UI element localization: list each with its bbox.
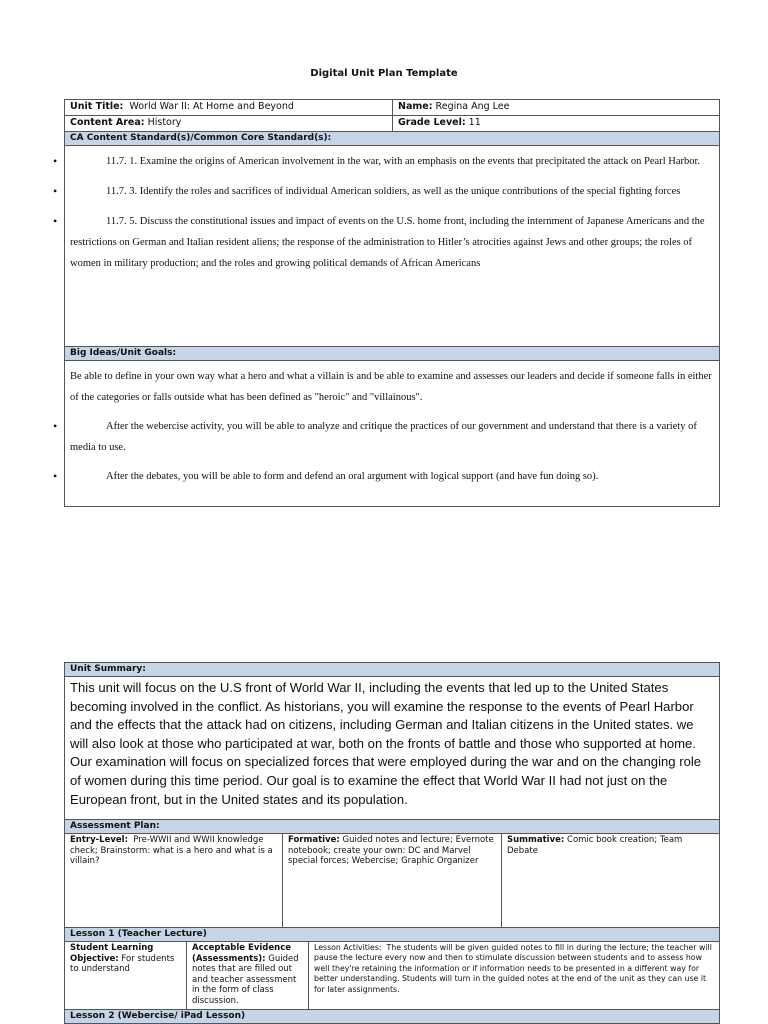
entry-level-cell: Entry-Level: Pre-WWII and WWII knowledge check; Brainstorm: what is a hero and what is a villain? [65,834,283,928]
standard-item: • 11.7. 1. Examine the origins of American involvement in the war, with an emphasis on the events that precipitated the attack on Pearl Harbor. [53,154,701,168]
name-value: Regina Ang Lee [435,101,510,112]
slo-text: For students to understand [70,953,175,974]
unit-summary-text: This unit will focus on the U.S front of World War II, including the events that led up to the United States becoming involved in the conflict. As historians, you will examine the response to the events of Pearl Harbor and the effects that the attack had on citizens, including German and Italian citizens in the United states. we will also look at those who participated at war, both on the fronts of battle and those who supported at home. Our examination will focus on specialized forces that were employed during the war and on the changing role of women during this time period. Our goal is to examine the effect that World War II had not just on the European front, but in the United states and its population. [65,677,720,820]
content-area-cell: Content Area: History [65,116,393,132]
assessment-heading: Assessment Plan: [65,820,720,834]
evidence-cell: Acceptable Evidence (Assessments): Guided notes that are filled out and teacher assessment in the form of class discussion. [187,942,309,1010]
standard-item: • 11.7. 5. Discuss the constitutional issues and impact of events on the U.S. home front, including the internment of Japanese Americans and the restrictions on German and Italian resident aliens; the response of the administration to Hitler’s atrocities against Jews and other groups; the roles of women in military production; and the roles and growing political demands of African Americans [53,214,705,269]
entry-level-text: Pre-WWII and WWII knowledge check; Brainstorm: what is a hero and what is a villain? [70,835,273,866]
grade-level-value: 11 [468,117,481,128]
summative-cell: Summative: Comic book creation; Team Debate [502,834,720,928]
slo-cell: Student Learning Objective: For students to understand [65,942,187,1010]
lesson1-heading: Lesson 1 (Teacher Lecture) [65,928,720,942]
activities-text: The students will be given guided notes to fill in during the lecture; the teacher will pause the lecture every now and then to stimulate discussion between students and to assess how well they're retaining the information or if information needs to be presented in a different way for better understanding. Students will turn in the guided notes at the end of the unit as they can use it for later assignments. [314,943,712,994]
unit-info-table [53,99,720,507]
big-ideas-heading: Big Ideas/Unit Goals: [65,347,720,361]
evidence-text: Guided notes that are filled out and teacher assessment in the form of class discussion. [192,953,299,1006]
big-ideas-intro: Be able to define in your own way what a hero and what a villain is and be able to examine and assesses our leaders and decide if someone falls in either of the categories or falls outside what has been defined as "heroic" and "villainous". [70,371,712,403]
activities-cell: Lesson Activities: The students will be given guided notes to fill in during the lecture; the teacher will pause the lecture every now and then to stimulate discussion between students and to assess how well they're retaining the information or if information needs to be presented in a different way for better understanding. Students will turn in the guided notes at the end of the unit as they can use it for later assignments. [309,942,720,1010]
summative-text: Comic book creation; Team Debate [507,835,683,856]
lesson2-heading: Lesson 2 (Webercise/ iPad Lesson) [65,1010,720,1024]
content-area-value: History [147,117,182,128]
name-cell: Name: Regina Ang Lee [393,100,720,116]
unit-summary-heading: Unit Summary: [65,663,720,677]
big-ideas-body [53,361,720,507]
standards-heading: CA Content Standard(s)/Common Core Standard(s): [65,132,720,146]
unit-title-cell: Unit Title: World War II: At Home and Beyond [65,100,393,116]
formative-cell: Formative: Guided notes and lecture; Evernote notebook; create your own: DC and Marvel special forces; Webercise; Graphic Organizer [283,834,502,928]
unit-title-value: World War II: At Home and Beyond [129,101,294,112]
grade-level-cell: Grade Level: 11 [393,116,720,132]
standard-item: • 11.7. 3. Identify the roles and sacrifices of individual American soldiers, as well as the unique contributions of the special fighting forces [53,184,681,198]
goal-item: • After the webercise activity, you will be able to analyze and critique the practices of our government and understand that there is a variety of media to use. [53,419,697,453]
standards-body [53,146,720,347]
document-title: Digital Unit Plan Template [310,68,458,79]
formative-text: Guided notes and lecture; Evernote notebook; create your own: DC and Marvel special forces; Webercise; Graphic Organizer [288,835,494,866]
big-ideas-list [53,416,714,487]
goal-item: • After the debates, you will be able to form and defend an oral argument with logical support (and have fun doing so). [53,469,599,483]
unit-summary-table [64,662,720,1024]
standards-list [53,151,714,274]
